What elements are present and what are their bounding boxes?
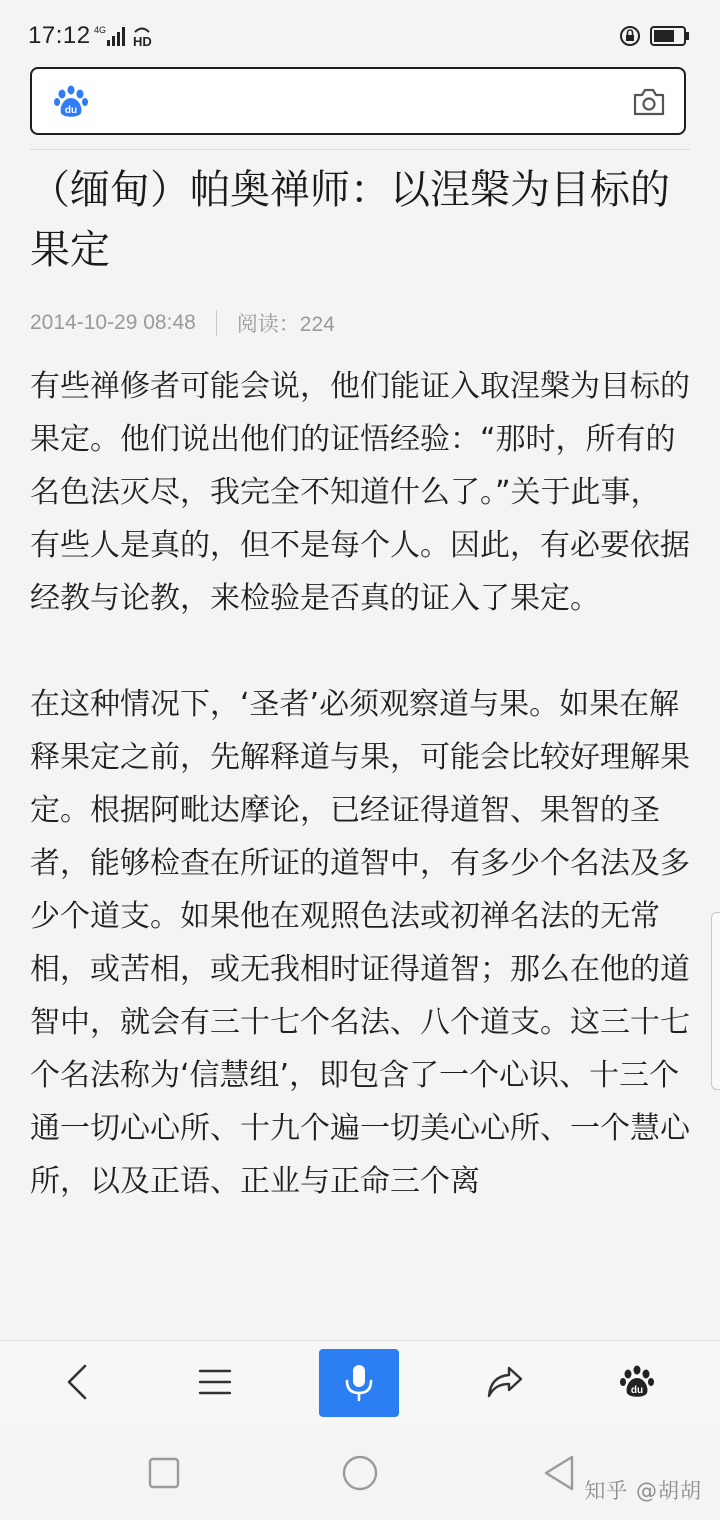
signal-icon	[94, 24, 156, 48]
battery-icon	[620, 22, 692, 50]
article-body	[30, 360, 690, 1208]
meta-divider	[216, 310, 217, 336]
search-input[interactable]	[106, 83, 630, 121]
home-button[interactable]	[338, 1451, 382, 1495]
menu-button[interactable]	[170, 1341, 260, 1423]
back-button[interactable]	[33, 1341, 123, 1423]
baidu-home-button[interactable]	[592, 1341, 682, 1423]
hamburger-icon	[197, 1367, 233, 1397]
baidu-paw-icon	[618, 1363, 656, 1401]
article-date: 2014-10-29 08:48	[30, 311, 196, 334]
microphone-icon	[343, 1363, 375, 1403]
svg-text:du: du	[630, 1385, 644, 1396]
system-navbar	[0, 1423, 720, 1520]
status-bar	[0, 0, 720, 66]
article-paragraph: 在这种情况下，‘圣者’必须观察道与果。如果在解释果定之前，先解释道与果，可能会比较好理解果定。根据阿毗达摩论，已经证得道智、果智的圣者，能够检查在所证的道智中，有多少个名法及多少个道支。如果他在观照色法或初禅名法的无常相，或苦相，或无我相时证得道智；那么在他的道智中，就会有三十七个名法、八个道支。这三十七个名法称为‘信慧组’，即包含了一个心识、十三个通一切心心所、十九个遍一切美心心所、一个慧心所，以及正语、正业与正命三个离	[30, 687, 690, 1199]
read-count: 阅读：224	[236, 313, 335, 336]
hd-badge: HD	[133, 34, 152, 48]
article-title: （缅甸）帕奥禅师：以涅槃为目标的果定	[30, 167, 670, 273]
bottom-toolbar	[0, 1340, 720, 1423]
svg-text:du: du	[64, 105, 78, 116]
camera-icon[interactable]	[632, 87, 666, 117]
divider	[30, 149, 690, 150]
system-back-button[interactable]	[538, 1451, 582, 1495]
network-type: 4G	[94, 25, 107, 35]
baidu-logo-icon	[52, 83, 90, 121]
share-button[interactable]	[460, 1341, 550, 1423]
voice-search-button[interactable]	[319, 1349, 399, 1417]
article-paragraph: 有些禅修者可能会说，他们能证入取涅槃为目标的果定。他们说出他们的证悟经验：“那时，所有的名色法灭尽，我完全不知道什么了。”关于此事，有些人是真的，但不是每个人。因此，有必要依据经教与论教，来检验是否真的证入了果定。	[30, 369, 690, 616]
share-icon	[485, 1364, 525, 1400]
search-bar[interactable]	[30, 67, 686, 135]
article-meta	[30, 308, 335, 338]
recent-apps-button[interactable]	[142, 1451, 186, 1495]
chevron-left-icon	[63, 1362, 93, 1402]
watermark: 知乎 @胡胡	[584, 1479, 702, 1503]
scroll-handle[interactable]	[711, 912, 720, 1090]
status-time: 17:12	[28, 22, 91, 49]
